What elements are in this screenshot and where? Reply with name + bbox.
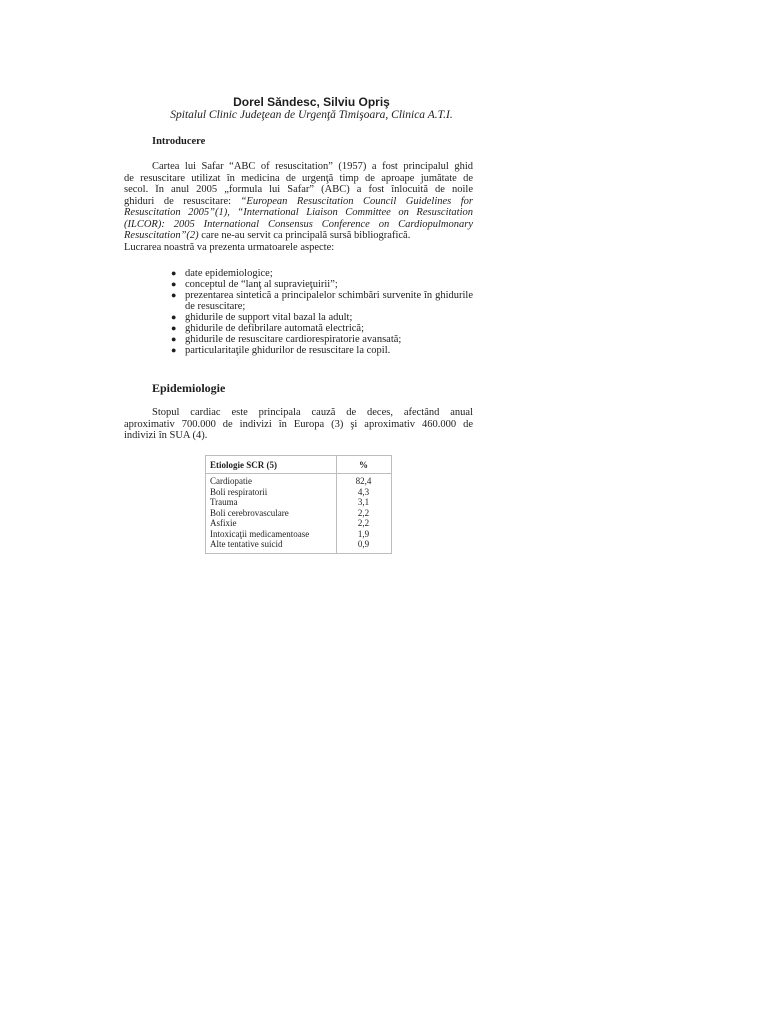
intro-paragraph	[124, 161, 473, 253]
table-row	[206, 487, 391, 498]
paragraph-line: secol. În anul 2005 „formula lui Safar” (ABC) a fost înlocuită de noile	[124, 184, 473, 195]
row-value: 2,2	[357, 518, 370, 528]
list-item-text: particularitaţile ghidurilor de resuscitare la copil.	[185, 345, 391, 356]
list-item	[124, 334, 473, 345]
row-label: Asfixie	[210, 518, 237, 528]
column-header-etiology: Etiologie SCR (5)	[210, 460, 277, 470]
table-header	[206, 456, 391, 474]
paragraph-citation: Resuscitation”(2)	[124, 230, 199, 241]
list-item-text: ghidurile de defibrilare automată electrică;	[185, 323, 364, 334]
heading-introducere: Introducere	[152, 136, 206, 147]
etiology-table	[205, 455, 392, 554]
table-body	[206, 476, 391, 550]
list-item	[124, 290, 473, 312]
row-value: 0,9	[357, 539, 370, 549]
paragraph-text: care ne-au servit ca principală sursă bibliografică.	[198, 230, 411, 241]
row-label: Intoxicaţii medicamentoase	[210, 528, 310, 539]
list-item	[124, 268, 473, 279]
row-value: 4,3	[357, 486, 370, 497]
epidemiology-paragraph	[124, 407, 473, 442]
table-row	[206, 497, 391, 508]
authors: Dorel Săndesc, Silviu Opriş	[233, 95, 390, 109]
paragraph-line	[124, 230, 473, 242]
list-item	[124, 279, 473, 290]
heading-epidemiologie: Epidemiologie	[152, 381, 226, 395]
list-item	[124, 345, 473, 356]
list-item-text: prezentarea sintetică a principalelor schimbări survenite în ghidurile de resuscitare;	[185, 290, 473, 312]
list-item	[124, 323, 473, 334]
row-label: Alte tentative suicid	[210, 539, 283, 549]
paragraph-citation: “European Resuscitation Council Guidelines for	[240, 195, 473, 207]
paragraph-line: Lucrarea noastră va prezenta urmatoarele aspecte:	[124, 241, 335, 253]
list-item-text: date epidemiologice;	[185, 268, 273, 279]
paragraph-line: (ILCOR): 2005 International Consensus Conference on Cardiopulmonary	[124, 218, 473, 230]
bullet-icon: ●	[171, 312, 177, 322]
row-value: 3,1	[357, 497, 370, 507]
table-row	[206, 529, 391, 540]
list-item-text: ghidurile de support vital bazal la adult;	[185, 312, 353, 323]
bullet-icon: ●	[171, 334, 177, 344]
bullet-icon: ●	[171, 279, 177, 289]
list-item	[124, 312, 473, 323]
bullet-icon: ●	[171, 268, 177, 278]
paragraph-line	[124, 196, 473, 208]
paragraph-line: aproximativ 700.000 de indivizi în Europa (3) şi aproximativ 460.000 de	[124, 418, 473, 430]
row-label: Trauma	[210, 497, 238, 507]
table-row	[206, 539, 391, 550]
bullet-icon: ●	[171, 290, 177, 300]
paragraph-line: Resuscitation 2005”(1), “International Liaison Committee on Resuscitation	[124, 207, 473, 218]
row-label: Boli respiratorii	[210, 486, 268, 497]
paragraph-line: Stopul cardiac este principala cauză de deces, afectând anual	[152, 407, 473, 418]
bullet-icon: ●	[171, 345, 177, 355]
row-label: Boli cerebrovasculare	[210, 507, 289, 518]
row-label: Cardiopatie	[210, 476, 252, 486]
paragraph-line: Cartea lui Safar “ABC of resuscitation” (1957) a fost principalul ghid	[152, 161, 473, 172]
aspects-list	[124, 268, 473, 356]
row-value: 1,9	[357, 528, 370, 539]
column-header-percent: %	[359, 460, 368, 470]
table-row	[206, 508, 391, 519]
paragraph-line: indivizi în SUA (4).	[124, 430, 208, 441]
row-value: 82,4	[355, 476, 372, 486]
affiliation: Spitalul Clinic Judeţean de Urgenţă Timişoara, Clinica A.T.I.	[170, 109, 453, 121]
bullet-icon: ●	[171, 323, 177, 333]
list-item-text: conceptul de “lanţ al supravieţuirii”;	[185, 279, 338, 290]
paragraph-line: de resuscitare utilizat în medicina de urgenţă timp de aproape jumătate de	[124, 172, 473, 184]
paragraph-text: ghiduri de resuscitare:	[124, 195, 241, 207]
row-value: 2,2	[357, 507, 370, 518]
list-item-text: ghidurile de resuscitare cardiorespiratorie avansată;	[185, 334, 402, 345]
table-row	[206, 476, 391, 487]
table-row	[206, 518, 391, 529]
